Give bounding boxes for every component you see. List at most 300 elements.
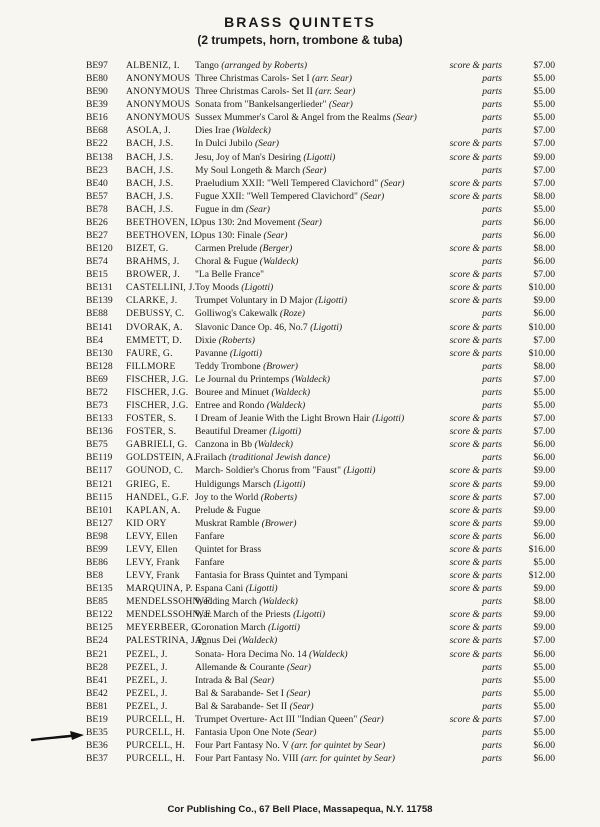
price: $10.00 xyxy=(528,347,555,359)
catalog-code: BE68 xyxy=(86,125,108,137)
composer-name: EMMETT, D. xyxy=(126,334,182,346)
catalog-row xyxy=(0,739,600,752)
catalog-code: BE27 xyxy=(86,230,108,242)
work-title: Sonata- Hora Decima No. 14 xyxy=(195,648,307,660)
arranger: (Ligotti) xyxy=(372,413,405,425)
arranger: (Sear) xyxy=(245,203,270,215)
catalog-row xyxy=(0,608,600,621)
edition-format: parts xyxy=(482,230,502,242)
price: $6.00 xyxy=(533,439,555,451)
edition-format: parts xyxy=(482,99,502,111)
work-title: Quintet for Brass xyxy=(195,543,262,555)
work-title: Praeludium XXII: "Well Tempered Clavichord" xyxy=(195,177,379,189)
composer-name: BROWER, J. xyxy=(126,269,180,281)
arranger: (Sear) xyxy=(254,138,279,150)
edition-format: parts xyxy=(482,740,502,752)
catalog-code: BE131 xyxy=(86,282,113,294)
price: $9.00 xyxy=(533,622,555,634)
edition-format: score & parts xyxy=(449,426,502,438)
work-title: Canzona in Bb xyxy=(195,439,253,451)
catalog-row xyxy=(0,137,600,150)
price: $6.00 xyxy=(533,452,555,464)
price: $5.00 xyxy=(533,203,555,215)
composer-name: HANDEL, G.F. xyxy=(126,491,189,503)
catalog-row xyxy=(0,478,600,491)
arranger: (Sear) xyxy=(380,177,405,189)
work-title: Three Christmas Carols- Set I xyxy=(195,73,310,85)
catalog-code: BE72 xyxy=(86,386,108,398)
work-title: Bal & Sarabande- Set II xyxy=(195,700,288,712)
catalog-row xyxy=(0,504,600,517)
work-title: Coronation March xyxy=(195,622,266,634)
composer-name: BACH, J.S. xyxy=(126,177,174,189)
catalog-row xyxy=(0,464,600,477)
edition-format: parts xyxy=(482,360,502,372)
price: $16.00 xyxy=(528,543,555,555)
catalog-code: BE57 xyxy=(86,190,108,202)
price: $5.00 xyxy=(533,386,555,398)
work-title: Bouree and Minuet xyxy=(195,386,270,398)
price: $7.00 xyxy=(533,713,555,725)
catalog-code: BE127 xyxy=(86,517,113,529)
catalog-code: BE85 xyxy=(86,596,108,608)
edition-format: parts xyxy=(482,203,502,215)
composer-name: FOSTER, S. xyxy=(126,426,177,438)
price: $9.00 xyxy=(533,583,555,595)
catalog-code: BE97 xyxy=(86,60,108,71)
work-title: Joy to the World xyxy=(195,491,259,503)
catalog-row xyxy=(0,151,600,164)
price: $6.00 xyxy=(533,530,555,542)
work-title: Fanfare xyxy=(195,556,225,568)
edition-format: score & parts xyxy=(449,543,502,555)
edition-format: parts xyxy=(482,674,502,686)
edition-format: parts xyxy=(482,386,502,398)
arranger: (Ligotti) xyxy=(293,609,326,621)
catalog-code: BE122 xyxy=(86,609,113,621)
catalog-code: BE135 xyxy=(86,583,113,595)
composer-name: BEETHOVEN, L. xyxy=(126,216,200,228)
work-title: "La Belle France" xyxy=(195,269,265,281)
price: $5.00 xyxy=(533,674,555,686)
work-title: Frailach xyxy=(195,452,227,464)
composer-name: BACH, J.S. xyxy=(126,138,174,150)
composer-name: MEYERBEER, G. xyxy=(126,622,201,634)
edition-format: score & parts xyxy=(449,478,502,490)
price: $9.00 xyxy=(533,465,555,477)
catalog-code: BE19 xyxy=(86,713,108,725)
composer-name: FOSTER, S. xyxy=(126,413,177,425)
price: $5.00 xyxy=(533,112,555,124)
edition-format: score & parts xyxy=(449,635,502,647)
composer-name: PURCELL, H. xyxy=(126,713,185,725)
catalog-code: BE24 xyxy=(86,635,108,647)
work-title: I Dream of Jeanie With the Light Brown Hair xyxy=(195,413,370,425)
composer-name: CASTELLINI, J. xyxy=(126,282,196,294)
arranger: (Ligotti) xyxy=(245,583,278,595)
catalog-row xyxy=(0,621,600,634)
catalog-code: BE37 xyxy=(86,753,108,765)
catalog-row xyxy=(0,530,600,543)
catalog-code: BE128 xyxy=(86,360,113,372)
composer-name: GOLDSTEIN, A. xyxy=(126,452,197,464)
work-title: Sonata from "Bankelsangerlieder" xyxy=(195,99,327,111)
edition-format: score & parts xyxy=(449,151,502,163)
price: $9.00 xyxy=(533,295,555,307)
composer-name: BIZET, G. xyxy=(126,243,169,255)
work-title: Fantasia Upon One Note xyxy=(195,726,291,738)
price: $6.00 xyxy=(533,753,555,765)
arranger: (Waldeck) xyxy=(238,635,278,647)
catalog-row xyxy=(0,177,600,190)
arranger: (Ligotti) xyxy=(343,465,376,477)
price: $5.00 xyxy=(533,687,555,699)
price: $7.00 xyxy=(533,125,555,137)
work-title: Dixie xyxy=(195,334,217,346)
work-title: Fugue in dm xyxy=(195,203,244,215)
catalog-row xyxy=(0,321,600,334)
catalog-code: BE28 xyxy=(86,661,108,673)
work-title: Jesu, Joy of Man's Desiring xyxy=(195,151,301,163)
catalog-row xyxy=(0,451,600,464)
arranger: (Waldeck) xyxy=(266,400,306,412)
composer-name: BACH, J.S. xyxy=(126,151,174,163)
work-title: Four Part Fantasy No. V xyxy=(195,740,289,752)
catalog-row xyxy=(0,242,600,255)
catalog-code: BE42 xyxy=(86,687,108,699)
catalog-listing xyxy=(0,59,600,765)
edition-format: parts xyxy=(482,125,502,137)
catalog-row xyxy=(0,334,600,347)
catalog-code: BE8 xyxy=(86,570,104,582)
edition-format: parts xyxy=(482,86,502,98)
work-title: In Dulci Jubilo xyxy=(195,138,253,150)
composer-name: FILLMORE xyxy=(126,360,176,372)
catalog-row xyxy=(0,386,600,399)
edition-format: parts xyxy=(482,753,502,765)
catalog-code: BE139 xyxy=(86,295,113,307)
price: $9.00 xyxy=(533,517,555,529)
catalog-row xyxy=(0,687,600,700)
arranger: (Waldeck) xyxy=(291,373,331,385)
catalog-row xyxy=(0,556,600,569)
edition-format: score & parts xyxy=(449,295,502,307)
work-title: Huldigungs Marsch xyxy=(195,478,271,490)
edition-format: score & parts xyxy=(449,334,502,346)
work-title: Le Journal du Printemps xyxy=(195,373,290,385)
price: $6.00 xyxy=(533,216,555,228)
price: $7.00 xyxy=(533,635,555,647)
page-title: BRASS QUINTETS xyxy=(224,14,376,30)
catalog-code: BE40 xyxy=(86,177,108,189)
arranger: (Ligotti) xyxy=(268,622,300,634)
edition-format: score & parts xyxy=(449,321,502,333)
work-title: Fantasia for Brass Quintet and Tympani xyxy=(195,570,348,582)
edition-format: score & parts xyxy=(449,517,502,529)
price: $6.00 xyxy=(533,256,555,268)
catalog-row xyxy=(0,752,600,765)
catalog-code: BE138 xyxy=(86,151,113,163)
page-subtitle: (2 trumpets, horn, trombone & tuba) xyxy=(197,33,403,47)
work-title: Fugue XXII: "Well Tempered Clavichord" xyxy=(195,190,358,202)
composer-name: CLARKE, J. xyxy=(126,295,178,307)
arranger: (Sear) xyxy=(392,112,417,124)
catalog-row xyxy=(0,661,600,674)
price: $5.00 xyxy=(533,700,555,712)
work-title: Trumpet Overture- Act III "Indian Queen" xyxy=(195,713,358,725)
arranger: (arr. Sear) xyxy=(311,73,352,85)
composer-name: FISCHER, J.G. xyxy=(126,373,189,385)
work-title: Teddy Trombone xyxy=(195,360,261,372)
edition-format: parts xyxy=(482,661,502,673)
price: $10.00 xyxy=(528,321,555,333)
composer-name: PEZEL, J. xyxy=(126,674,168,686)
composer-name: FAURE, G. xyxy=(126,347,173,359)
catalog-row xyxy=(0,255,600,268)
catalog-row xyxy=(0,307,600,320)
arranger: (Sear) xyxy=(297,216,322,228)
edition-format: parts xyxy=(482,373,502,385)
edition-format: parts xyxy=(482,687,502,699)
work-title: Three Christmas Carols- Set II xyxy=(195,86,313,98)
arranger: (Sear) xyxy=(250,674,275,686)
composer-name: ANONYMOUS xyxy=(126,112,191,124)
catalog-code: BE115 xyxy=(86,491,113,503)
edition-format: score & parts xyxy=(449,177,502,189)
work-title: March- Soldier's Chorus from "Faust" xyxy=(195,465,341,477)
price: $7.00 xyxy=(533,491,555,503)
catalog-row xyxy=(0,582,600,595)
composer-name: FISCHER, J.G. xyxy=(126,386,189,398)
price: $9.00 xyxy=(533,504,555,516)
catalog-code: BE23 xyxy=(86,164,108,176)
catalog-row xyxy=(0,425,600,438)
catalog-code: BE101 xyxy=(86,504,113,516)
edition-format: parts xyxy=(482,164,502,176)
price: $10.00 xyxy=(528,282,555,294)
composer-name: ANONYMOUS xyxy=(126,86,191,98)
catalog-code: BE75 xyxy=(86,439,108,451)
catalog-code: BE41 xyxy=(86,674,108,686)
composer-name: GRIEG, E. xyxy=(126,478,171,490)
catalog-row xyxy=(0,700,600,713)
arranger: (Ligotti) xyxy=(273,478,306,490)
catalog-row xyxy=(0,674,600,687)
work-title: Dies Irae xyxy=(195,125,230,137)
catalog-row xyxy=(0,216,600,229)
catalog-code: BE117 xyxy=(86,465,113,477)
arranger: (Ligotti) xyxy=(315,295,348,307)
price: $9.00 xyxy=(533,609,555,621)
edition-format: score & parts xyxy=(449,713,502,725)
catalog-code: BE88 xyxy=(86,308,108,320)
price: $5.00 xyxy=(533,556,555,568)
composer-name: ALBENIZ, I. xyxy=(126,60,180,71)
arranger: (Sear) xyxy=(302,164,327,176)
arranger: (Ligotti) xyxy=(229,347,262,359)
work-title: Allemande & Courante xyxy=(195,661,285,673)
price: $6.00 xyxy=(533,230,555,242)
edition-format: score & parts xyxy=(449,570,502,582)
price: $6.00 xyxy=(533,740,555,752)
catalog-row xyxy=(0,491,600,504)
price: $5.00 xyxy=(533,73,555,85)
work-title: Choral & Fugue xyxy=(195,256,258,268)
catalog-row xyxy=(0,726,600,739)
catalog-code: BE99 xyxy=(86,543,108,555)
work-title: Espana Cani xyxy=(195,583,244,595)
edition-format: score & parts xyxy=(449,465,502,477)
catalog-code: BE136 xyxy=(86,426,113,438)
catalog-row xyxy=(0,59,600,72)
arranger: (Ligotti) xyxy=(241,282,274,294)
edition-format: score & parts xyxy=(449,556,502,568)
catalog-row xyxy=(0,412,600,425)
arranger: (arr. for quintet by Sear) xyxy=(291,740,386,752)
catalog-row xyxy=(0,72,600,85)
edition-format: score & parts xyxy=(449,622,502,634)
catalog-row xyxy=(0,268,600,281)
work-title: Wedding March xyxy=(195,596,257,608)
catalog-row xyxy=(0,438,600,451)
price: $6.00 xyxy=(533,648,555,660)
catalog-code: BE69 xyxy=(86,373,108,385)
work-title: Opus 130: 2nd Movement xyxy=(195,216,296,228)
publisher-footer: Cor Publishing Co., 67 Bell Place, Massapequa, N.Y. 11758 xyxy=(167,804,433,815)
work-title: Opus 130: Finale xyxy=(195,230,262,242)
catalog-code: BE15 xyxy=(86,269,108,281)
arranger: (Sear) xyxy=(359,713,384,725)
price: $5.00 xyxy=(533,99,555,111)
edition-format: score & parts xyxy=(449,190,502,202)
edition-format: parts xyxy=(482,73,502,85)
arranger: (Sear) xyxy=(360,190,385,202)
composer-name: LEVY, Frank xyxy=(126,556,180,568)
work-title: Prelude & Fugue xyxy=(195,504,261,516)
arranger: (Brower) xyxy=(263,360,298,372)
edition-format: score & parts xyxy=(449,648,502,660)
composer-name: GOUNOD, C. xyxy=(126,465,184,477)
catalog-code: BE35 xyxy=(86,726,108,738)
edition-format: score & parts xyxy=(449,530,502,542)
arranger: (Ligotti) xyxy=(269,426,302,438)
arranger: (Ligotti) xyxy=(310,321,343,333)
arranger: (Sear) xyxy=(328,99,353,111)
arranger: (Waldeck) xyxy=(259,256,299,268)
arranger: (Waldeck) xyxy=(309,648,348,660)
work-title: My Soul Longeth & March xyxy=(195,164,300,176)
edition-format: score & parts xyxy=(449,347,502,359)
arranger: (Waldeck) xyxy=(254,439,293,451)
composer-name: ANONYMOUS xyxy=(126,99,191,111)
catalog-row xyxy=(0,124,600,137)
composer-name: PEZEL, J. xyxy=(126,661,168,673)
arranger: (Ligotti) xyxy=(303,151,336,163)
composer-name: BACH, J.S. xyxy=(126,164,174,176)
arranger: (Sear) xyxy=(292,726,317,738)
work-title: Bal & Sarabande- Set I xyxy=(195,687,284,699)
catalog-code: BE73 xyxy=(86,400,108,412)
composer-name: LEVY, Ellen xyxy=(126,530,178,542)
catalog-code: BE74 xyxy=(86,256,108,268)
work-title: Entree and Rondo xyxy=(195,400,265,412)
composer-name: KID ORY xyxy=(126,517,167,529)
composer-name: PEZEL, J. xyxy=(126,687,168,699)
edition-format: score & parts xyxy=(449,138,502,150)
catalog-code: BE130 xyxy=(86,347,113,359)
catalog-row xyxy=(0,569,600,582)
catalog-row xyxy=(0,203,600,216)
edition-format: score & parts xyxy=(449,583,502,595)
price: $12.00 xyxy=(528,570,555,582)
work-title: Sussex Mummer's Carol & Angel from the Realms xyxy=(195,112,391,124)
arranger: (Sear) xyxy=(286,687,311,699)
arranger: (traditional Jewish dance) xyxy=(228,452,331,464)
composer-name: PALESTRINA, J.P. xyxy=(126,635,205,647)
catalog-code: BE133 xyxy=(86,413,113,425)
arranger: (arranged by Roberts) xyxy=(221,60,308,71)
work-title: War March of the Priests xyxy=(195,609,291,621)
composer-name: PURCELL, H. xyxy=(126,753,185,765)
composer-name: PEZEL, J. xyxy=(126,700,168,712)
catalog-code: BE21 xyxy=(86,648,108,660)
work-title: Tango xyxy=(195,60,219,71)
edition-format: score & parts xyxy=(449,439,502,451)
arranger: (Berger) xyxy=(259,243,293,255)
catalog-code: BE78 xyxy=(86,203,108,215)
catalog-code: BE90 xyxy=(86,86,108,98)
price: $5.00 xyxy=(533,726,555,738)
arranger: (Sear) xyxy=(286,661,311,673)
catalog-code: BE86 xyxy=(86,556,108,568)
catalog-row xyxy=(0,294,600,307)
catalog-row xyxy=(0,164,600,177)
work-title: Golliwog's Cakewalk xyxy=(195,308,278,320)
composer-name: MENDELSSOHN, F. xyxy=(126,609,213,621)
catalog-code: BE119 xyxy=(86,452,113,464)
price: $7.00 xyxy=(533,373,555,385)
arranger: (Brower) xyxy=(261,517,297,529)
composer-name: BEETHOVEN, L. xyxy=(126,230,200,242)
catalog-code: BE125 xyxy=(86,622,113,634)
arranger: (Sear) xyxy=(263,230,288,242)
catalog-code: BE141 xyxy=(86,321,113,333)
edition-format: score & parts xyxy=(449,504,502,516)
price: $8.00 xyxy=(533,190,555,202)
composer-name: FISCHER, J.G. xyxy=(126,400,189,412)
edition-format: parts xyxy=(482,400,502,412)
hand-drawn-arrow-icon xyxy=(30,729,86,743)
price: $7.00 xyxy=(533,426,555,438)
composer-name: BACH, J.S. xyxy=(126,203,174,215)
arranger: (arr. Sear) xyxy=(315,86,356,98)
work-title: Trumpet Voluntary in D Major xyxy=(195,295,313,307)
price: $7.00 xyxy=(533,334,555,346)
work-title: Agnus Dei xyxy=(195,635,237,647)
arranger: (arr. for quintet by Sear) xyxy=(300,753,395,765)
edition-format: score & parts xyxy=(449,60,502,71)
price: $7.00 xyxy=(533,60,555,71)
catalog-row xyxy=(0,373,600,386)
price: $5.00 xyxy=(533,661,555,673)
edition-format: score & parts xyxy=(449,413,502,425)
work-title: Carmen Prelude xyxy=(195,243,258,255)
price: $8.00 xyxy=(533,596,555,608)
price: $7.00 xyxy=(533,164,555,176)
work-title: Four Part Fantasy No. VIII xyxy=(195,753,299,765)
edition-format: score & parts xyxy=(449,609,502,621)
arranger: (Waldeck) xyxy=(259,596,298,608)
